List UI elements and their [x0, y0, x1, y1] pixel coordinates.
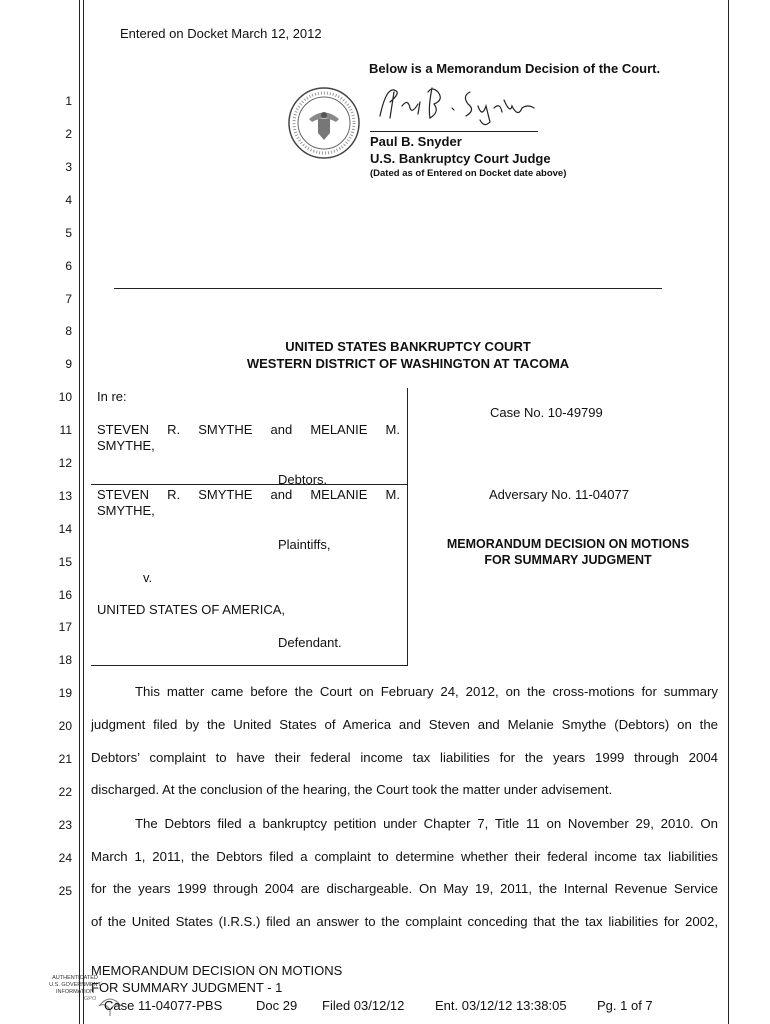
- judge-signature: [372, 78, 542, 130]
- line-number: 10: [58, 390, 72, 404]
- line-number: 3: [65, 160, 72, 174]
- line-number: 8: [65, 324, 72, 338]
- name-word: MELANIE: [310, 487, 368, 502]
- line-number: 4: [65, 193, 72, 207]
- plaintiff-surname: SMYTHE,: [97, 503, 155, 518]
- name-word: R.: [167, 487, 181, 502]
- line-number: 23: [58, 818, 72, 832]
- footer-title-line2: FOR SUMMARY JUDGMENT - 1: [91, 980, 283, 995]
- name-word: SMYTHE: [198, 422, 253, 437]
- gpo-badge-text: INFORMATION: [55, 989, 95, 995]
- gpo-badge-text: U.S. GOVERNMENT: [49, 982, 101, 988]
- defendant-name: UNITED STATES OF AMERICA,: [97, 602, 286, 617]
- line-number: 12: [58, 456, 72, 470]
- line-number: 2: [65, 127, 72, 141]
- debtor-surname: SMYTHE,: [97, 438, 155, 453]
- court-district: WESTERN DISTRICT OF WASHINGTON AT TACOMA: [246, 356, 570, 371]
- body-line-3: Debtors’ complaint to have their federal income tax liabilities for the years 1999 through 2004: [91, 750, 718, 765]
- plaintiffs-label: Plaintiffs,: [278, 537, 331, 552]
- line-number: 11: [59, 423, 72, 437]
- in-re-label: In re:: [97, 389, 127, 404]
- name-word: STEVEN: [97, 422, 150, 437]
- memo-notice: Below is a Memorandum Decision of the Court.: [369, 61, 661, 76]
- name-word: R.: [167, 422, 181, 437]
- caption-box-bottom-border: [91, 665, 408, 666]
- gpo-badge-text: GPO: [84, 996, 97, 1002]
- line-number: 14: [58, 522, 72, 536]
- line-number: 16: [58, 588, 72, 602]
- left-margin-rule-inner: [83, 0, 84, 1024]
- name-word: and: [270, 422, 293, 437]
- line-number: 21: [58, 752, 72, 766]
- court-name: UNITED STATES BANKRUPTCY COURT: [285, 339, 531, 354]
- left-margin-rule-outer: [79, 0, 80, 1024]
- line-number: 22: [58, 785, 72, 799]
- filing-stamp: [104, 998, 653, 1013]
- name-word: SMYTHE: [198, 487, 253, 502]
- line-number: 13: [58, 489, 72, 503]
- header-separator: [114, 288, 662, 289]
- document-title-line2: FOR SUMMARY JUDGMENT: [484, 553, 652, 567]
- debtor-names-line: [97, 422, 400, 437]
- body-line-5: The Debtors filed a bankruptcy petition under Chapter 7, Title 11 on November 29, 2010. On: [135, 816, 718, 831]
- filing-entered-date: Ent. 03/12/12 13:38:05: [435, 998, 567, 1013]
- defendant-label: Defendant.: [278, 635, 342, 650]
- body-line-1: This matter came before the Court on February 24, 2012, on the cross-motions for summary: [135, 684, 718, 699]
- name-word: STEVEN: [97, 487, 150, 502]
- filing-doc-number: Doc 29: [256, 998, 298, 1013]
- debtors-label: Debtors.: [278, 472, 328, 487]
- body-line-8: of the United States (I.R.S.) filed an answer to the complaint conceding that the tax liabilities for 2002,: [91, 914, 718, 929]
- footer-title-line1: MEMORANDUM DECISION ON MOTIONS: [91, 963, 343, 978]
- line-number: 18: [58, 653, 72, 667]
- line-number: 19: [58, 686, 72, 700]
- line-number: 20: [58, 719, 72, 733]
- gpo-badge-text: AUTHENTICATED: [52, 975, 98, 981]
- name-word: and: [270, 487, 293, 502]
- judge-title: U.S. Bankruptcy Court Judge: [370, 151, 551, 166]
- line-number: 9: [65, 357, 72, 371]
- caption-box-right-border: [407, 388, 408, 666]
- caption-divider: [91, 484, 408, 485]
- dated-note: (Dated as of Entered on Docket date above): [370, 168, 567, 179]
- name-word: M.: [385, 487, 400, 502]
- name-word: M.: [385, 422, 400, 437]
- body-line-2: judgment filed by the United States of America and Steven and Melanie Smythe (Debtors) on the: [91, 717, 718, 732]
- court-seal: [287, 86, 361, 160]
- line-number: 15: [58, 555, 72, 569]
- line-number: 6: [65, 259, 72, 273]
- judge-name: Paul B. Snyder: [370, 134, 462, 149]
- line-number: 17: [58, 620, 72, 634]
- filing-case-number: Case 11-04077-PBS: [104, 998, 223, 1013]
- line-number: 7: [65, 292, 72, 306]
- line-number: 24: [58, 851, 72, 865]
- versus-label: v.: [143, 570, 153, 585]
- docket-entry: Entered on Docket March 12, 2012: [120, 26, 322, 41]
- adversary-number: Adversary No. 11-04077: [489, 487, 629, 502]
- body-line-7: for the years 1999 through 2004 are dischargeable. On May 19, 2011, the Internal Revenue Service: [91, 881, 718, 896]
- case-number: Case No. 10-49799: [490, 405, 603, 420]
- line-number: 5: [65, 226, 72, 240]
- document-title-line1: MEMORANDUM DECISION ON MOTIONS: [446, 537, 690, 551]
- line-number: 1: [65, 94, 72, 108]
- body-line-4: discharged. At the conclusion of the hearing, the Court took the matter under advisement.: [91, 782, 613, 797]
- filing-page-count: Pg. 1 of 7: [597, 998, 653, 1013]
- filing-filed-date: Filed 03/12/12: [322, 998, 405, 1013]
- body-line-6: March 1, 2011, the Debtors filed a complaint to determine whether their federal income tax liabilities: [91, 849, 718, 864]
- plaintiff-names-line: [97, 487, 400, 502]
- right-margin-rule: [728, 0, 729, 1024]
- line-number: 25: [58, 884, 72, 898]
- signature-underline: [370, 131, 538, 132]
- name-word: MELANIE: [310, 422, 368, 437]
